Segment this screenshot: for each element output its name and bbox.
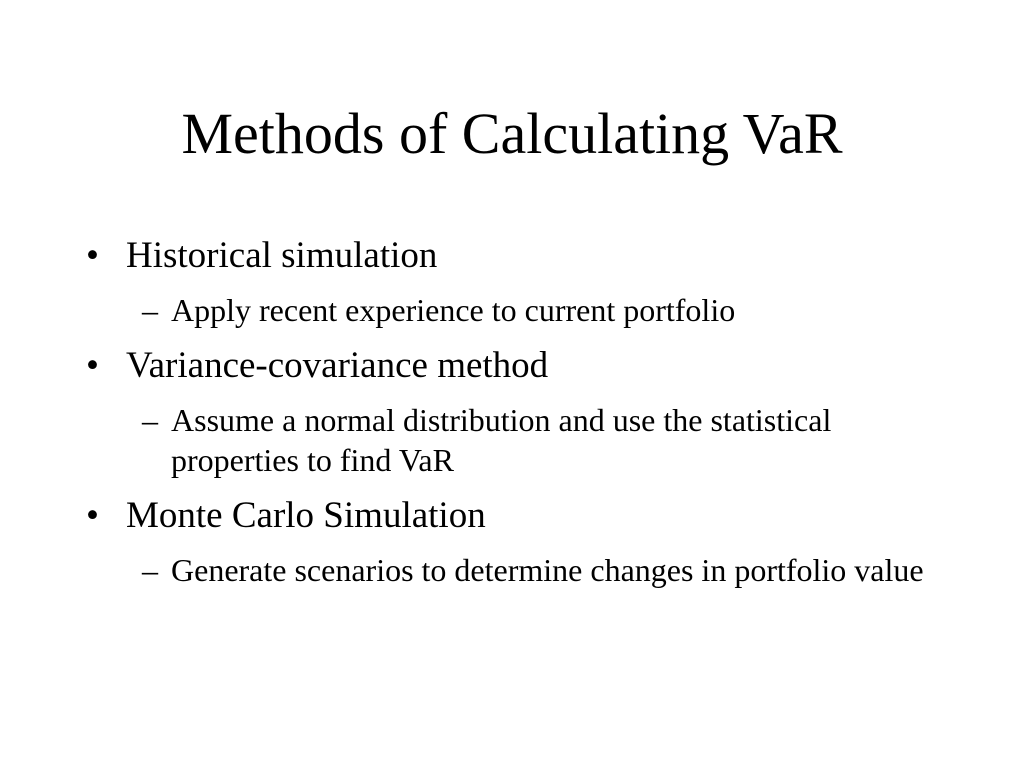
bullet-list [86, 232, 936, 602]
sub-item-monte-carlo [86, 550, 936, 590]
bullet-item-historical-simulation [86, 232, 936, 280]
list-item [86, 492, 936, 590]
bullet-marker: • [86, 235, 99, 276]
sub-marker: – [142, 292, 158, 328]
bullet-label: Monte Carlo Simulation [126, 495, 486, 536]
bullet-item-monte-carlo [86, 492, 936, 540]
sub-marker: – [142, 402, 158, 438]
bullet-label: Variance-covariance method [126, 345, 549, 386]
bullet-item-variance-covariance [86, 342, 936, 390]
list-item [86, 232, 936, 330]
sub-item-historical-simulation [86, 290, 936, 330]
bullet-marker: • [86, 345, 99, 386]
sub-label: Generate scenarios to determine changes in portfolio value [171, 552, 924, 588]
list-item [86, 342, 936, 480]
sub-label: Assume a normal distribution and use the statistical properties to find VaR [171, 402, 832, 478]
sub-label: Apply recent experience to current portfolio [171, 292, 736, 328]
bullet-label: Historical simulation [126, 235, 438, 276]
slide-title: Methods of Calculating VaR [181, 101, 843, 166]
bullet-marker: • [86, 495, 99, 536]
sub-item-variance-covariance [86, 400, 936, 480]
sub-marker: – [142, 552, 158, 588]
